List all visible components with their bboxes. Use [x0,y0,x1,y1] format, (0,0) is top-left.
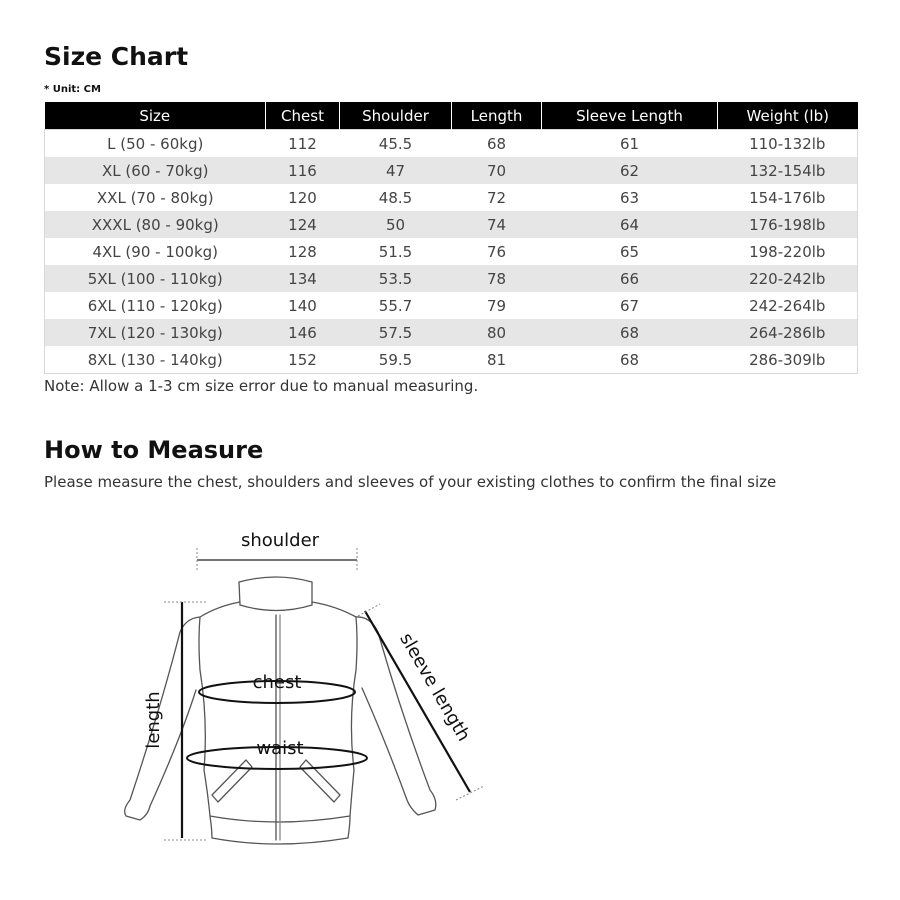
cell-length: 68 [452,130,542,158]
cell-size: XL (60 - 70kg) [45,157,266,184]
cell-weight: 110-132lb [718,130,858,158]
cell-length: 78 [452,265,542,292]
cell-shoulder: 53.5 [340,265,452,292]
measurement-note: Note: Allow a 1-3 cm size error due to manual measuring. [44,377,479,395]
how-to-measure-description: Please measure the chest, shoulders and sleeves of your existing clothes to confirm the final size [44,473,777,491]
cell-weight: 176-198lb [718,211,858,238]
cell-length: 74 [452,211,542,238]
cell-chest: 116 [266,157,340,184]
column-header-weight: Weight (lb) [718,102,858,130]
column-header-length: Length [452,102,542,130]
table-row [45,184,858,211]
cell-size: 6XL (110 - 120kg) [45,292,266,319]
cell-shoulder: 50 [340,211,452,238]
cell-sleeve-length: 66 [542,265,718,292]
sleeve-length-measure-line [358,604,484,800]
cell-size: L (50 - 60kg) [45,130,266,158]
table-row [45,211,858,238]
table-row [45,157,858,184]
cell-shoulder: 59.5 [340,346,452,374]
waist-label: waist [256,738,304,759]
jacket-measurement-diagram [100,520,500,860]
shoulder-label: shoulder [240,530,320,551]
sleeve-length-label: sleeve length [395,629,475,746]
chest-label: chest [252,672,302,693]
cell-sleeve-length: 63 [542,184,718,211]
cell-shoulder: 55.7 [340,292,452,319]
table-header-row [45,102,858,130]
cell-length: 70 [452,157,542,184]
cell-length: 76 [452,238,542,265]
cell-shoulder: 57.5 [340,319,452,346]
cell-weight: 264-286lb [718,319,858,346]
cell-chest: 146 [266,319,340,346]
size-chart-title: Size Chart [44,42,189,71]
table-row [45,292,858,319]
column-header-shoulder: Shoulder [340,102,452,130]
cell-shoulder: 48.5 [340,184,452,211]
cell-shoulder: 47 [340,157,452,184]
cell-chest: 120 [266,184,340,211]
table-row [45,346,858,374]
cell-chest: 152 [266,346,340,374]
cell-length: 81 [452,346,542,374]
cell-sleeve-length: 67 [542,292,718,319]
cell-weight: 154-176lb [718,184,858,211]
cell-sleeve-length: 61 [542,130,718,158]
cell-size: 5XL (100 - 110kg) [45,265,266,292]
table-row [45,319,858,346]
size-table [44,102,858,374]
table-row [45,130,858,158]
cell-size: 7XL (120 - 130kg) [45,319,266,346]
cell-sleeve-length: 62 [542,157,718,184]
cell-length: 79 [452,292,542,319]
cell-weight: 198-220lb [718,238,858,265]
how-to-measure-title: How to Measure [44,436,264,464]
cell-sleeve-length: 64 [542,211,718,238]
cell-weight: 286-309lb [718,346,858,374]
cell-sleeve-length: 65 [542,238,718,265]
jacket-outline-icon [125,577,436,844]
cell-shoulder: 45.5 [340,130,452,158]
cell-size: XXXL (80 - 90kg) [45,211,266,238]
cell-length: 72 [452,184,542,211]
cell-sleeve-length: 68 [542,319,718,346]
cell-size: XXL (70 - 80kg) [45,184,266,211]
table-row [45,238,858,265]
cell-shoulder: 51.5 [340,238,452,265]
cell-weight: 132-154lb [718,157,858,184]
column-header-chest: Chest [266,102,340,130]
cell-chest: 112 [266,130,340,158]
table-row [45,265,858,292]
cell-chest: 134 [266,265,340,292]
cell-weight: 220-242lb [718,265,858,292]
cell-chest: 124 [266,211,340,238]
shoulder-measure-line [197,548,357,572]
cell-chest: 140 [266,292,340,319]
column-header-sleeve-length: Sleeve Length [542,102,718,130]
column-header-size: Size [45,102,266,130]
cell-size: 8XL (130 - 140kg) [45,346,266,374]
cell-length: 80 [452,319,542,346]
length-label: length [143,691,164,749]
cell-sleeve-length: 68 [542,346,718,374]
cell-size: 4XL (90 - 100kg) [45,238,266,265]
cell-chest: 128 [266,238,340,265]
cell-weight: 242-264lb [718,292,858,319]
unit-label: * Unit: CM [44,84,101,95]
